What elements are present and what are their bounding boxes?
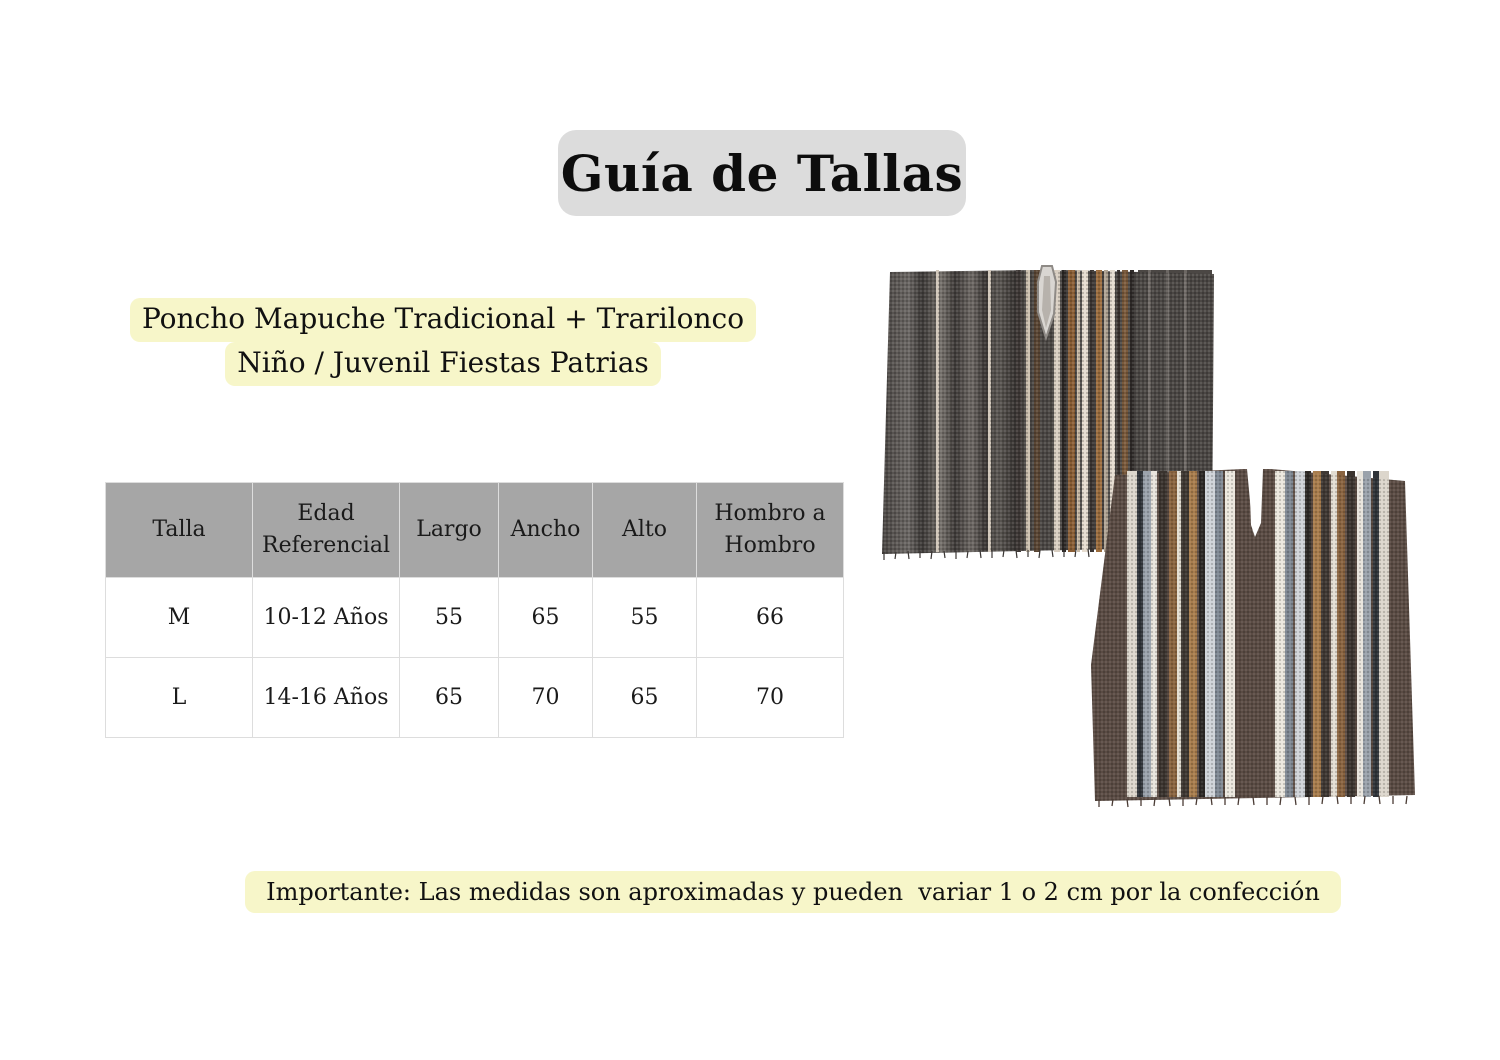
table-row <box>106 658 844 738</box>
footnote <box>245 871 1341 913</box>
header-ancho: Ancho <box>499 483 593 578</box>
cell-ancho: 65 <box>499 578 593 658</box>
header-hombro: Hombro a Hombro <box>697 483 844 578</box>
cell-largo: 65 <box>400 658 499 738</box>
header-talla: Talla <box>106 483 253 578</box>
table-header-row <box>106 483 844 578</box>
cell-edad: 10-12 Años <box>253 578 400 658</box>
header-edad: Edad Referencial <box>253 483 400 578</box>
table-row <box>106 578 844 658</box>
cell-talla: L <box>106 658 253 738</box>
product-name-line-1: Poncho Mapuche Tradicional + Trarilonco <box>130 298 756 342</box>
cell-hombro: 70 <box>697 658 844 738</box>
striped-poncho-brown-image <box>1085 465 1425 810</box>
cell-alto: 55 <box>593 578 697 658</box>
cell-largo: 55 <box>400 578 499 658</box>
page-title: Guía de Tallas <box>560 143 964 203</box>
header-alto: Alto <box>593 483 697 578</box>
cell-alto: 65 <box>593 658 697 738</box>
page-title-badge <box>558 130 966 216</box>
product-name-line-2: Niño / Juvenil Fiestas Patrias <box>225 342 661 386</box>
size-table <box>105 482 844 738</box>
cell-ancho: 70 <box>499 658 593 738</box>
footnote-text: Importante: Las medidas son aproximadas y pueden variar 1 o 2 cm por la confección <box>266 878 1320 906</box>
cell-hombro: 66 <box>697 578 844 658</box>
cell-edad: 14-16 Años <box>253 658 400 738</box>
cell-talla: M <box>106 578 253 658</box>
product-name <box>100 298 786 386</box>
header-largo: Largo <box>400 483 499 578</box>
